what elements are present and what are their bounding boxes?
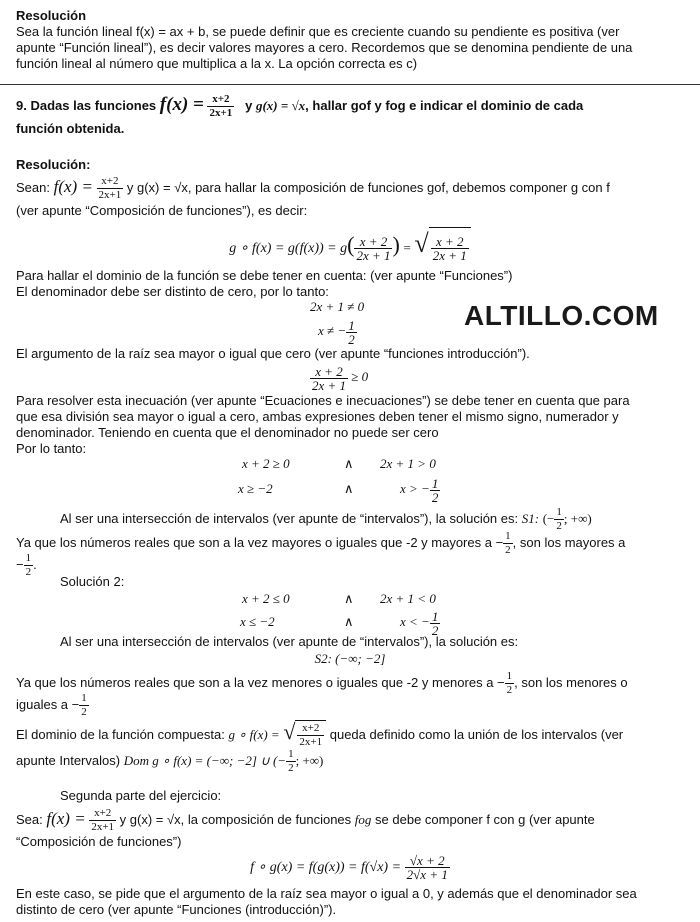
q9-line-2: función obtenida. [16, 121, 125, 136]
res-f-den: 2x+1 [98, 189, 122, 202]
comp-eq: = [403, 240, 411, 255]
dom-half-den: 2 [288, 762, 294, 774]
ya1-den: 2 [505, 544, 511, 556]
s2-interval: S2: (−∞; −2] [314, 651, 386, 666]
dom-sqrt-den: 2x+1 [299, 736, 323, 749]
s1-solution-line [60, 506, 592, 533]
ya1-b: , son los mayores a [512, 534, 626, 550]
s1-int-open: (− [542, 510, 555, 526]
sea-fog: fog [354, 812, 372, 827]
res-g-part: y g(x) = √x, para hallar la composición de funciones gof, debemos componer g con f [126, 180, 610, 195]
half-num: 1 [348, 317, 355, 333]
s1-text: Al ser una intersección de intervalos (ver apunte de “intervalos”), la solución es: [60, 510, 519, 526]
s1-and-2: ∧ [344, 481, 354, 496]
s2-and-1: ∧ [344, 591, 354, 606]
q9-tail: , hallar gof y fog e indicar el dominio de cada [305, 98, 584, 113]
sea-f-lhs: f(x) = [46, 809, 86, 828]
comp-sqrt-den: 2x + 1 [432, 248, 467, 264]
s1-b2-half [430, 477, 441, 504]
ya2-num: 1 [506, 670, 513, 682]
para-line-3: denominador. Teniendo en cuenta que el denominador no puede ser cero [16, 425, 439, 440]
s2-b2-half [430, 610, 441, 637]
ya2-line-2 [16, 692, 89, 719]
ya2-b: , son los menores o [514, 674, 628, 690]
ineq-geq-zero [310, 362, 368, 392]
ya2-half [505, 670, 515, 697]
ya1-line-2 [16, 552, 37, 579]
para-line-1: Para resolver esta inecuación (ver apunte “Ecuaciones e inecuaciones”) se debe tener en cuenta que para [16, 393, 630, 408]
s1-b2-lhs: x > − [400, 481, 430, 496]
prev-text-line-2: apunte “Función lineal”), es decir valores mayores a cero. Recordemos que se denomina pendiente de una [16, 40, 633, 55]
half-den: 2 [348, 331, 355, 347]
res-f-lhs: f(x) = [53, 177, 93, 196]
question-9-statement [16, 92, 583, 120]
res-sean-label: Sean: [16, 180, 50, 195]
ya2-half-2 [79, 692, 89, 719]
s1-int-num: 1 [556, 506, 562, 518]
geq-den: 2x + 1 [312, 377, 347, 393]
s1-and-1: ∧ [344, 456, 354, 471]
dom-sqrt-num: x+2 [297, 722, 324, 736]
ineq2-half [346, 319, 357, 346]
ya2-den-2: 2 [81, 706, 87, 718]
arg-line: El argumento de la raíz sea mayor o igual que cero (ver apunte “funciones introducción”). [16, 346, 530, 361]
comp-den: 2x + 1 [356, 248, 391, 264]
denom-line: El denominador debe ser distinto de cero, por lo tanto: [16, 284, 329, 299]
s2-half-num: 1 [431, 608, 439, 624]
fog-lhs: f ∘ g(x) = f(g(x)) = f(√x) = [250, 860, 402, 875]
sol2-label: Solución 2: [60, 574, 125, 589]
s1-int-close: ; +∞) [563, 510, 592, 526]
fog-num: √x + 2 [405, 854, 450, 868]
q9-f-den: 2x+1 [209, 107, 233, 120]
geq-num: x + 2 [310, 365, 348, 379]
ya1-half-2 [24, 552, 34, 579]
dom-half [286, 748, 296, 775]
s1-a1: x + 2 ≥ 0 [242, 456, 290, 471]
q9-f-num: x+2 [207, 93, 234, 107]
prev-text-line-3: función lineal al número que multiplica a la x. La opción correcta es c) [16, 56, 418, 71]
ya1-num-2: 1 [25, 552, 32, 564]
para-line-2: que esa división sea mayor o igual a cero, ambas expresiones deben tener el mismo signo, numerador y [16, 409, 619, 424]
ya2-den: 2 [506, 684, 513, 696]
dom-b: queda definido como la unión de los intervalos (ver [329, 727, 624, 742]
s2-a2: x ≤ −2 [240, 614, 275, 629]
s2-b2-lhs: x < − [400, 614, 430, 629]
s1-b1: 2x + 1 > 0 [380, 456, 436, 471]
comp-num: x + 2 [354, 235, 392, 249]
ya1-den-2: 2 [25, 566, 32, 578]
dom-gof: g ∘ f(x) = [228, 727, 280, 742]
dom-d: Dom g ∘ f(x) = (−∞; −2] ∪ (− [123, 752, 287, 768]
ya2-line [16, 670, 628, 697]
resolution-heading: Resolución: [16, 157, 91, 172]
comp-sqrt-fraction [431, 235, 469, 262]
s2-and-2: ∧ [344, 614, 354, 629]
comp-lhs: g ∘ f(x) = g(f(x)) = g [229, 241, 348, 256]
sea-label: Sea: [16, 812, 43, 827]
s1-a2: x ≥ −2 [238, 481, 273, 496]
domain-line: El dominio de la función compuesta: g ∘ f(x) = √ $\frac{x+2}{2x+1}$ queda definido como la unión de los intervalos (ver [16, 719, 624, 749]
ya2-num-2: 1 [81, 692, 87, 704]
q9-g-def: g(x) = √x [255, 98, 306, 113]
q9-and: y [245, 98, 253, 113]
ya1-num: 1 [505, 530, 511, 542]
s1-b2 [400, 473, 440, 505]
por-lo-tanto: Por lo tanto: [16, 441, 87, 456]
sea-f-fraction [89, 807, 116, 834]
ineq2-lhs: x ≠ − [318, 323, 347, 338]
sea-f-den: 2x+1 [91, 821, 115, 834]
s2-a1: x + 2 ≤ 0 [242, 591, 290, 606]
sea-tail: se debe componer f con g (ver apunte [375, 812, 595, 827]
dom-a: El dominio de la función compuesta: [16, 727, 225, 742]
s2-b1: 2x + 1 < 0 [380, 591, 436, 606]
ya1-c: − [16, 556, 24, 572]
s1-half-den: 2 [431, 489, 439, 505]
q9-f-fraction [207, 93, 234, 120]
ineq-denominator: 2x + 1 ≠ 0 [310, 299, 365, 314]
dom-half-num: 1 [288, 748, 294, 760]
res-sean-line [16, 174, 610, 202]
comp-fraction [354, 235, 392, 262]
q9-lead: 9. Dadas las funciones [16, 98, 157, 113]
geq-fraction [310, 365, 348, 392]
ya1-end: . [33, 556, 37, 572]
composition-fog-display [0, 850, 700, 885]
res-f-num: x+2 [97, 175, 124, 189]
ya2-a: Ya que los números reales que son a la vez menores o iguales que -2 y menores a − [16, 674, 505, 690]
ya1-half [503, 530, 513, 557]
q9-f-lhs: f(x) = [159, 94, 204, 115]
s2-half-den: 2 [431, 622, 439, 638]
dom-e: ; +∞) [295, 752, 324, 768]
sea-f-num: x+2 [89, 807, 116, 821]
dom-intro-line: Para hallar el dominio de la función se debe tener en cuenta: (ver apunte “Funciones”) [16, 268, 513, 283]
second-part-label: Segunda parte del ejercicio: [60, 788, 222, 803]
s1-int-half [554, 506, 564, 533]
sea-g: y g(x) = √x, la composición de funciones [119, 812, 352, 827]
composition-gof-display: g ∘ f(x) = g(f(x)) = g( $\frac{x + 2}{2x + 1}$ ) = √ $\frac{x + 2}{2x + 1}$ [0, 224, 700, 269]
dom-sqrt-fraction [297, 722, 324, 749]
fog-fraction [405, 854, 450, 881]
s2-solution-text: Al ser una intersección de intervalos (ver apunte de “intervalos”), la solución es: [60, 634, 519, 649]
s1-label: S1: [521, 510, 540, 526]
section-divider [0, 84, 700, 85]
comp-sqrt-num: x + 2 [431, 235, 469, 249]
geq-rhs: ≥ 0 [351, 369, 369, 384]
end-line-1: En este caso, se pide que el argumento de la raíz sea mayor o igual a 0, y además que el denominador sea [16, 886, 637, 901]
ya1-line [16, 530, 625, 557]
fog-den: 2√x + 1 [406, 867, 448, 883]
altillo-watermark: ALTILLO.COM [464, 300, 659, 331]
ya2-c: iguales a − [16, 696, 80, 712]
dom-c: apunte Intervalos) [16, 752, 121, 768]
res-line-2: (ver apunte “Composición de funciones”), es decir: [16, 203, 308, 218]
s1-half-num: 1 [431, 475, 439, 491]
ineq-x-not-half [318, 316, 357, 346]
comp-ref-line: “Composición de funciones”) [16, 834, 182, 849]
prev-heading: Resolución [16, 8, 87, 23]
prev-text-line-1: Sea la función lineal f(x) = ax + b, se puede definir que es creciente cuando su pendiente es positiva (ver [16, 24, 620, 39]
domain-line-2 [16, 748, 323, 775]
s1-int-den: 2 [556, 520, 562, 532]
sea-line [16, 805, 595, 834]
res-f-fraction [97, 175, 124, 202]
end-line-2: distinto de cero (ver apunte “Funciones (introducción)”). [16, 902, 337, 917]
ya1-a: Ya que los números reales que son a la vez mayores o iguales que -2 y mayores a − [16, 534, 504, 550]
